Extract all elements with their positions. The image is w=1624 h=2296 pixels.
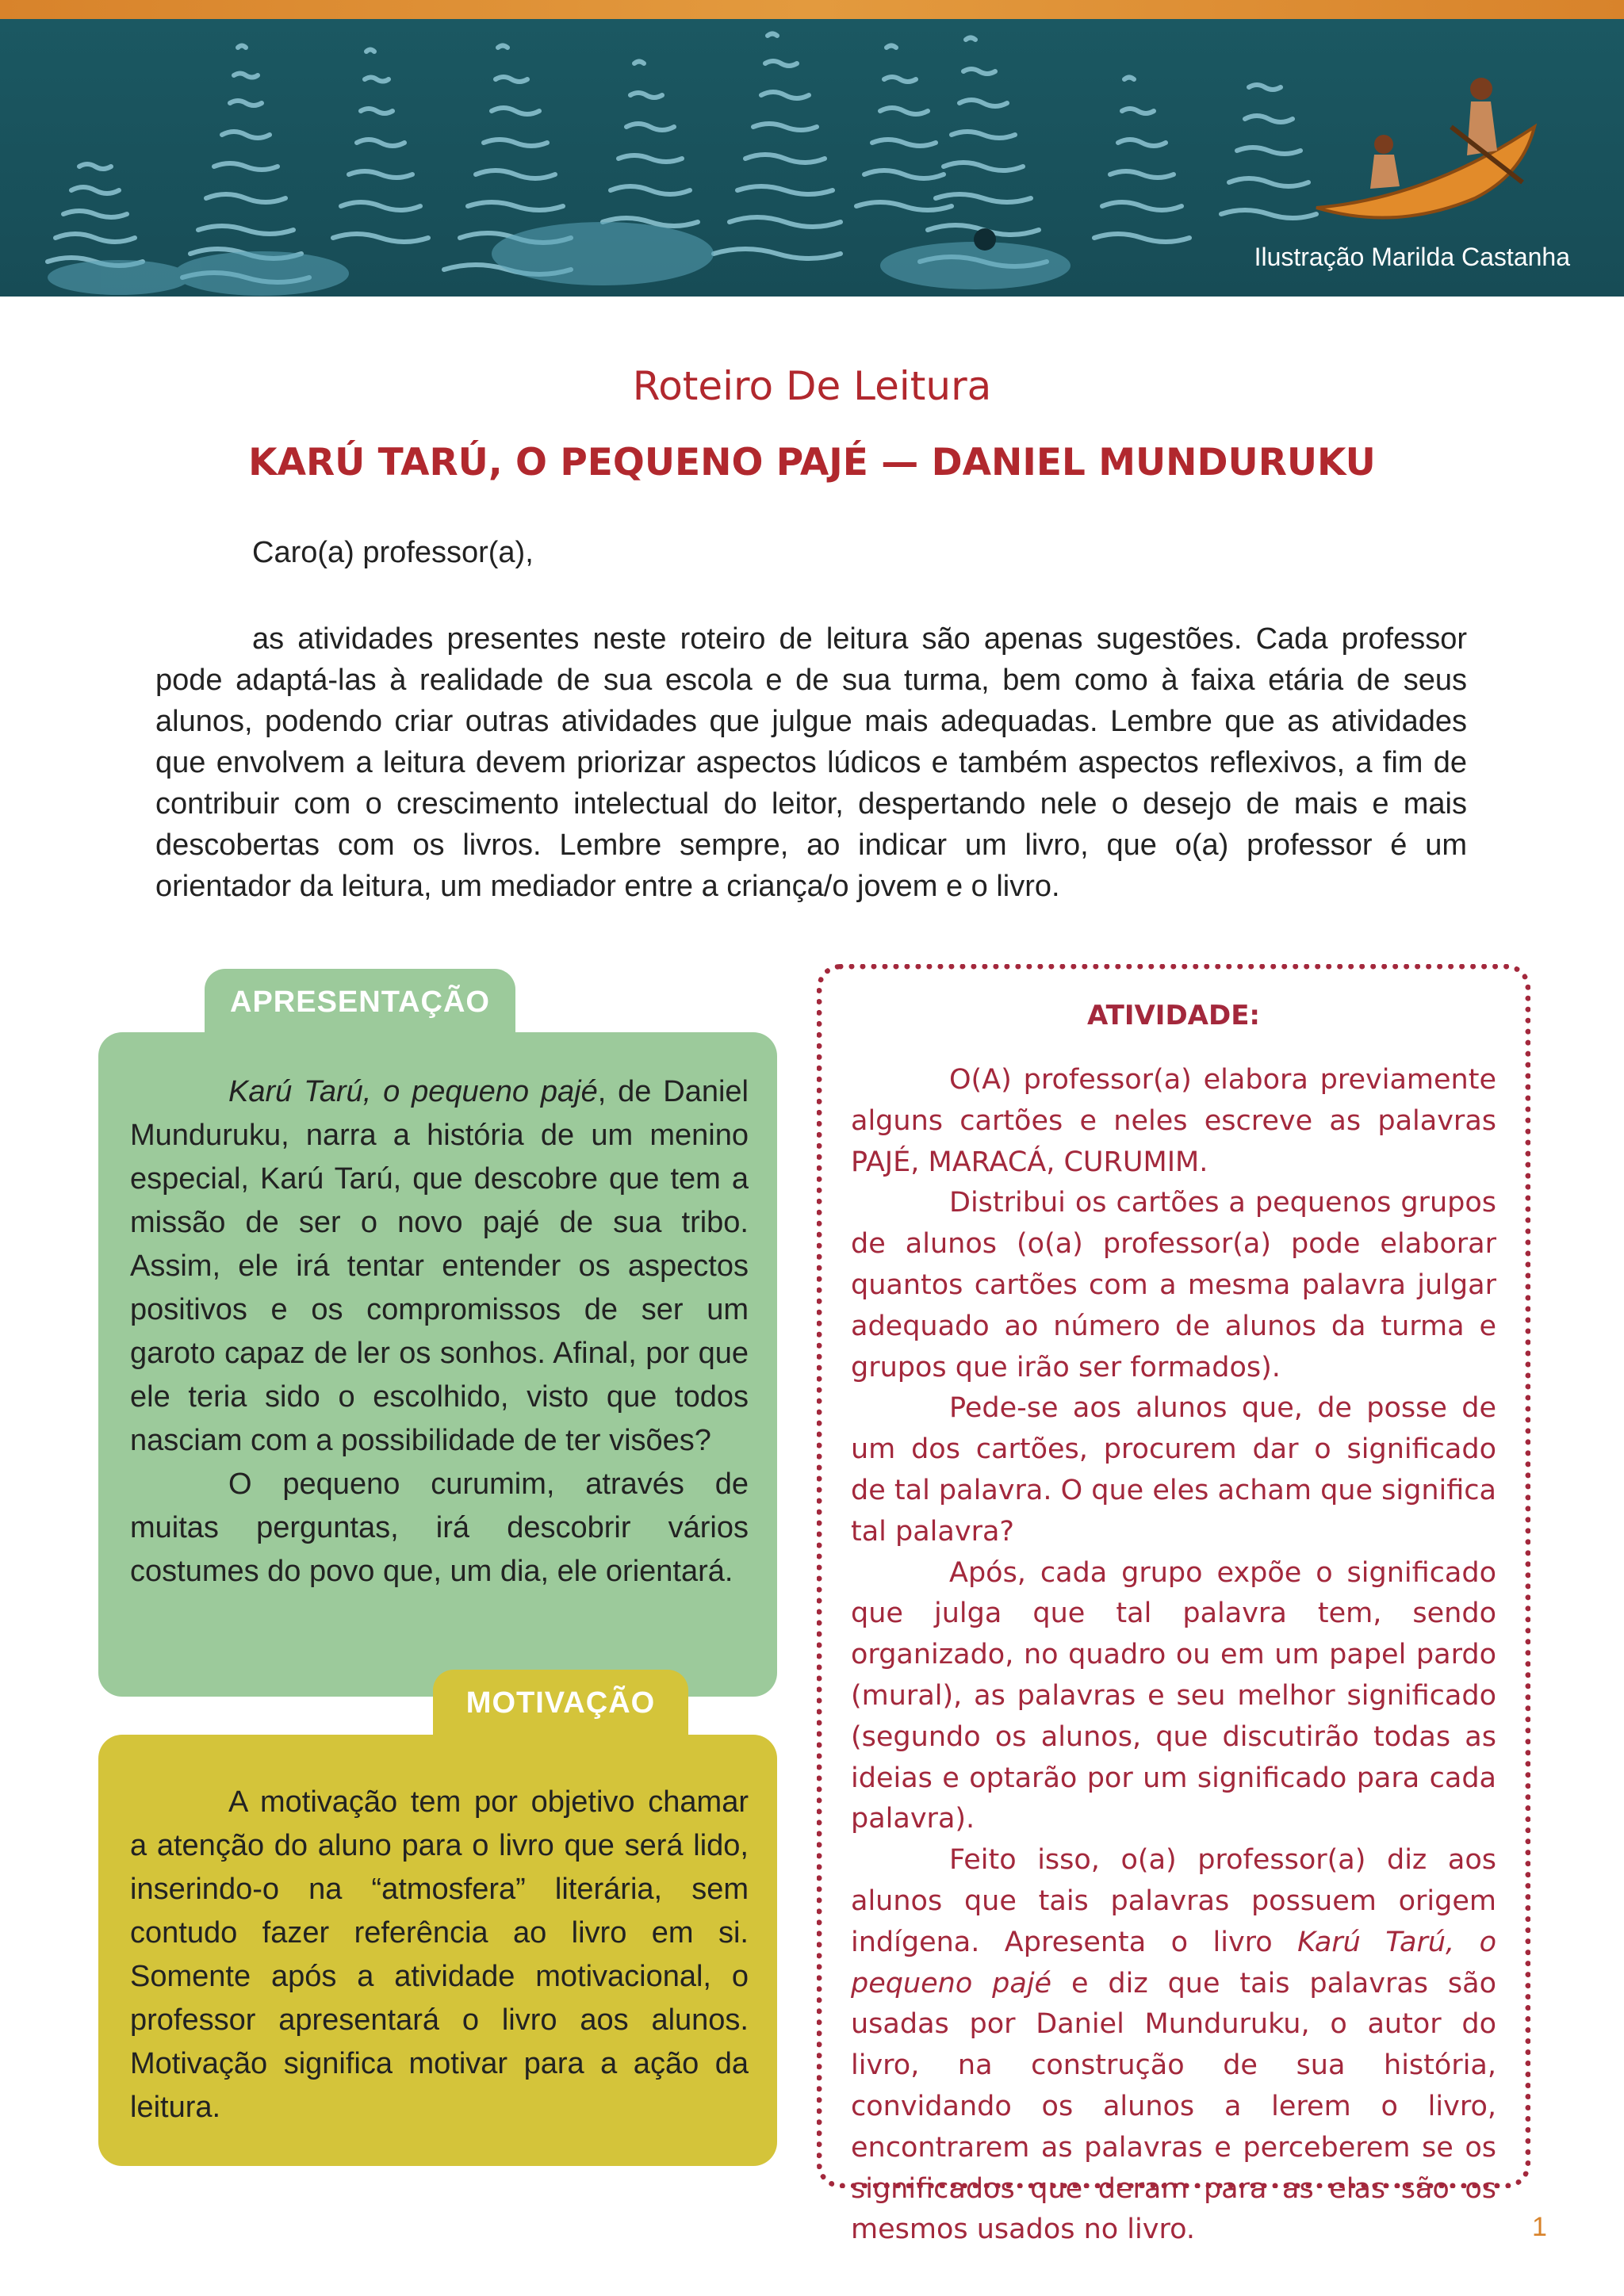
apresentacao-text [130,1070,749,1594]
apresentacao-book-title: Karú Tarú, o pequeno pajé [228,1075,598,1108]
motivacao-tab: MOTIVAÇÃO [433,1670,688,1736]
apresentacao-tab: APRESENTAÇÃO [205,969,515,1035]
illustration-credit: Ilustração Marilda Castanha [1254,243,1570,271]
intro-paragraph: as atividades presentes neste roteiro de leitura são apenas sugestões. Cada professor pode adaptá-las à realidade de sua escola e de sua turma, bem como à faixa etária de seus alunos, podendo criar outras atividades que julgue mais adequadas. Lembre que as atividades que envolvem a leitura devem priorizar aspectos lúdicos e também aspectos reflexivos, a fim de contribuir com o crescimento intelectual do leitor, despertando nele o desejo de mais e mais descobertas com os livros. Lembre sempre, ao indicar um livro, que o(a) professor é um orientador da leitura, um mediador entre a criança/o jovem e o livro. [155,622,1467,903]
greeting: Caro(a) professor(a), [252,536,534,569]
atividade-box [817,964,1530,2246]
atividade-book-title: Karú Tarú, o pequeno pajé [851,1926,1496,1999]
motivacao-paragraph: A motivação tem por objetivo chamar a atenção do aluno para o livro que será lido, inserindo-o na “atmosfera” literária, sem contudo fazer referência ao livro em si. Somente após a atividade motivacional, o professor apresentará o livro aos alunos. Motivação significa motivar para a ação da leitura. [130,1785,749,2124]
atividade-p4: Após, cada grupo expõe o significado que julga que tal palavra tem, sendo organizado, no quadro ou em um papel pardo (mural), as palavras e seu melhor significado (segundo os alunos, que discutirão todas as ideias e optarão por um significado para cada palavra). [851,1556,1496,1835]
atividade-text [851,1060,1496,2251]
atividade-p5-end: e diz que tais palavras são usadas por Daniel Munduruku, o autor do livro, na construção de sua história, convidando os alunos a lerem o livro, encontrarem as palavras e perceberem se os significados que deram para as elas são os mesmos usados no livro. [851,1967,1496,2246]
motivacao-box [98,1735,777,2166]
apresentacao-box [98,1032,777,1697]
atividade-heading: ATIVIDADE: [1086,1000,1261,1031]
book-title-author: KARÚ TARÚ, O PEQUENO PAJÉ — DANIEL MUNDURUKU [248,441,1376,484]
apresentacao-p2: O pequeno curumim, através de muitas perguntas, irá descobrir vários costumes do povo que, um dia, ele orientará. [130,1468,749,1588]
page-number: 1 [1532,2212,1547,2242]
atividade-p1: O(A) professor(a) elabora previamente alguns cartões e neles escreve as palavras PAJÉ, MARACÁ, CURUMIM. [851,1064,1496,1178]
header-illustration [0,0,1624,297]
atividade-p3: Pede-se aos alunos que, de posse de um dos cartões, procurem dar o significado de tal palavra. O que eles acham que significa tal palavra? [851,1392,1496,1548]
motivacao-text [130,1781,749,2130]
page-title: Roteiro De Leitura [632,363,992,409]
atividade-p5-start: Feito isso, o(a) professor(a) diz aos alunos que tais palavras possuem origem indígena. Apresenta o livro [851,1844,1496,1958]
apresentacao-p1: , de Daniel Munduruku, narra a história de um menino especial, Karú Tarú, que descobre que tem a missão de ser o novo pajé de sua tribo. Assim, ele irá tentar entender os aspectos positivos e os compromissos de ser um garoto capaz de ler os sonhos. Afinal, por que ele teria sido o escolhido, visto que todos nasciam com a possibilidade de ter visões? [130,1075,749,1457]
atividade-p2: Distribui os cartões a pequenos grupos de alunos (o(a) professor(a) pode elaborar quantos cartões com a mesma palavra julgar adequado ao número de alunos da turma e grupos que irão ser formados). [851,1187,1496,1383]
